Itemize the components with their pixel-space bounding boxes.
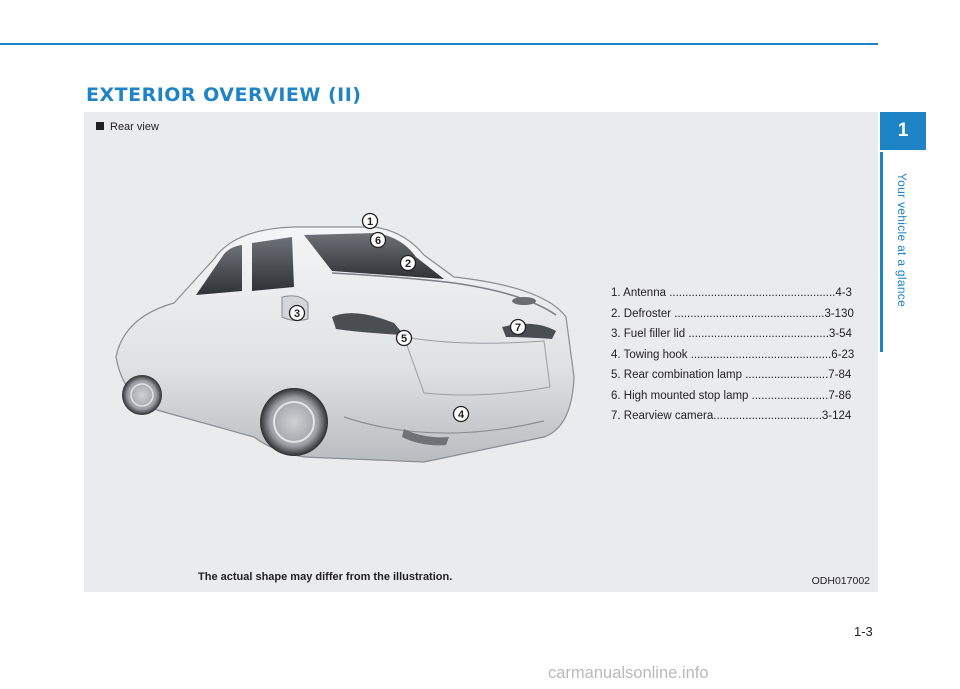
callout-5 (397, 331, 412, 346)
watermark[interactable]: carmanualsonline.info (548, 664, 709, 682)
callout-2 (401, 256, 416, 271)
callout-4 (454, 407, 469, 422)
figure-caption: The actual shape may differ from the illustration. (198, 571, 453, 583)
car-rear-illustration (104, 207, 584, 477)
rear-wheel (260, 388, 328, 456)
chapter-tab: 1 (880, 112, 926, 150)
chapter-label: Your vehicle at a glance (895, 172, 909, 308)
svg-text:3: 3 (293, 308, 301, 320)
header-rule (0, 43, 878, 45)
svg-text:7: 7 (514, 322, 522, 334)
legend-item: 3. Fuel filler lid ............................................3-54 (611, 328, 852, 340)
legend-item: 5. Rear combination lamp ..........................7-84 (611, 369, 852, 381)
callout-3 (290, 306, 305, 321)
parts-legend (611, 283, 854, 427)
emblem (512, 297, 536, 305)
legend-item: 1. Antenna ....................................................4-3 (611, 287, 852, 299)
square-bullet-icon (96, 122, 104, 130)
svg-text:6: 6 (374, 235, 382, 247)
figure-subtitle (96, 121, 159, 133)
page-number: 1-3 (854, 624, 873, 639)
legend-item: 4. Towing hook ............................................6-23 (611, 348, 855, 361)
callout-1 (363, 214, 378, 229)
legend-item: 6. High mounted stop lamp ........................7-86 (611, 389, 852, 402)
callout-6 (371, 233, 386, 248)
page-title: EXTERIOR OVERVIEW (II) (86, 84, 362, 106)
svg-text:4: 4 (457, 409, 465, 421)
rear-view-figure (84, 112, 878, 592)
svg-text:1: 1 (366, 216, 374, 228)
legend-item: 7. Rearview camera..................................3-124 (611, 410, 852, 422)
side-window-rear (252, 237, 294, 291)
figure-subtitle-text: Rear view (110, 121, 159, 133)
callout-7 (511, 320, 526, 335)
front-wheel (122, 375, 162, 415)
figure-code: ODH017002 (811, 575, 870, 587)
chapter-bar (880, 152, 883, 352)
svg-text:2: 2 (404, 258, 412, 270)
svg-text:5: 5 (400, 333, 408, 345)
legend-item: 2. Defroster ...............................................3-130 (611, 307, 854, 320)
